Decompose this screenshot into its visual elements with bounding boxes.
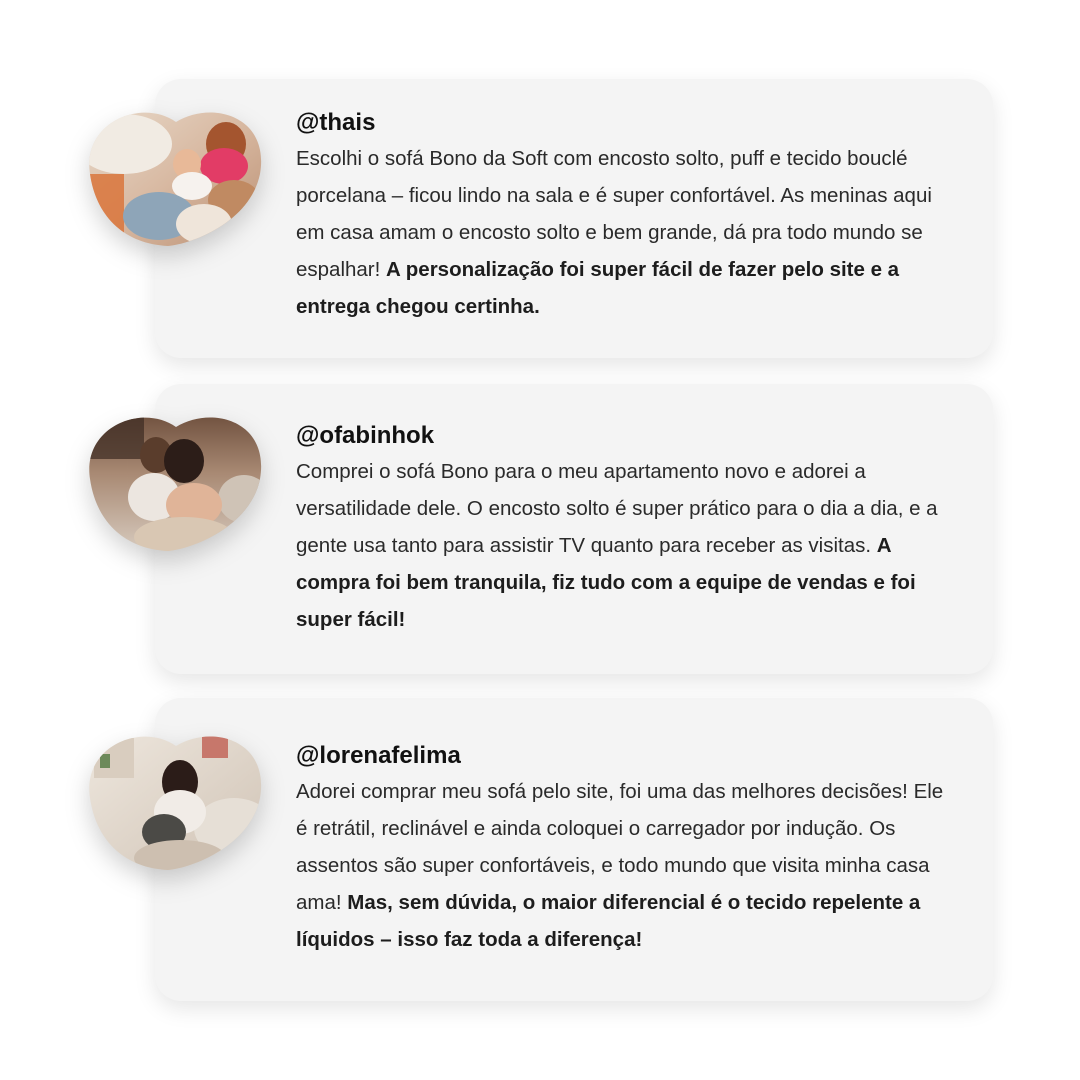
testimonial-handle: @lorenafelima bbox=[296, 742, 461, 769]
testimonial-quote bbox=[296, 140, 953, 325]
quote-bold-text: A compra foi bem tranquila, fiz tudo com a equipe de vendas e foi super fácil! bbox=[296, 534, 916, 631]
heart-photo-icon bbox=[84, 409, 266, 553]
testimonial-card-thais bbox=[155, 79, 993, 358]
heart-photo-avatar-thais bbox=[84, 104, 266, 248]
quote-bold-text: Mas, sem dúvida, o maior diferencial é o tecido repelente a líquidos – isso faz toda a diferença! bbox=[296, 891, 921, 951]
testimonial-quote bbox=[296, 453, 953, 638]
testimonial-content bbox=[296, 109, 953, 325]
heart-photo-avatar-lorenafelima bbox=[84, 728, 266, 872]
testimonial-handle: @ofabinhok bbox=[296, 422, 435, 449]
heart-photo-avatar-ofabinhok bbox=[84, 409, 266, 553]
quote-regular-text: Comprei o sofá Bono para o meu apartamento novo e adorei a versatilidade dele. O encosto solto é super prático para o dia a dia, e a gente usa tanto para assistir TV quanto para receber as visitas. bbox=[296, 460, 938, 557]
quote-regular-text: Escolhi o sofá Bono da Soft com encosto solto, puff e tecido bouclé porcelana – ficou lindo na sala e é super confortável. As meninas aqui em casa amam o encosto solto e bem grande, dá pra todo mundo se espalhar! bbox=[296, 147, 932, 281]
testimonial-content bbox=[296, 422, 953, 638]
testimonial-card-lorenafelima bbox=[155, 698, 993, 1001]
heart-photo-icon bbox=[84, 104, 266, 248]
testimonial-quote bbox=[296, 773, 953, 958]
testimonial-content bbox=[296, 742, 953, 958]
testimonial-card-ofabinhok bbox=[155, 384, 993, 674]
testimonial-handle: @thais bbox=[296, 109, 376, 136]
quote-regular-text: Adorei comprar meu sofá pelo site, foi uma das melhores decisões! Ele é retrátil, reclinável e ainda coloquei o carregador por indução. Os assentos são super confortáveis, e todo mundo que visita minha casa ama! bbox=[296, 780, 944, 914]
heart-photo-icon bbox=[84, 728, 266, 872]
quote-bold-text: A personalização foi super fácil de fazer pelo site e a entrega chegou certinha. bbox=[296, 258, 900, 318]
